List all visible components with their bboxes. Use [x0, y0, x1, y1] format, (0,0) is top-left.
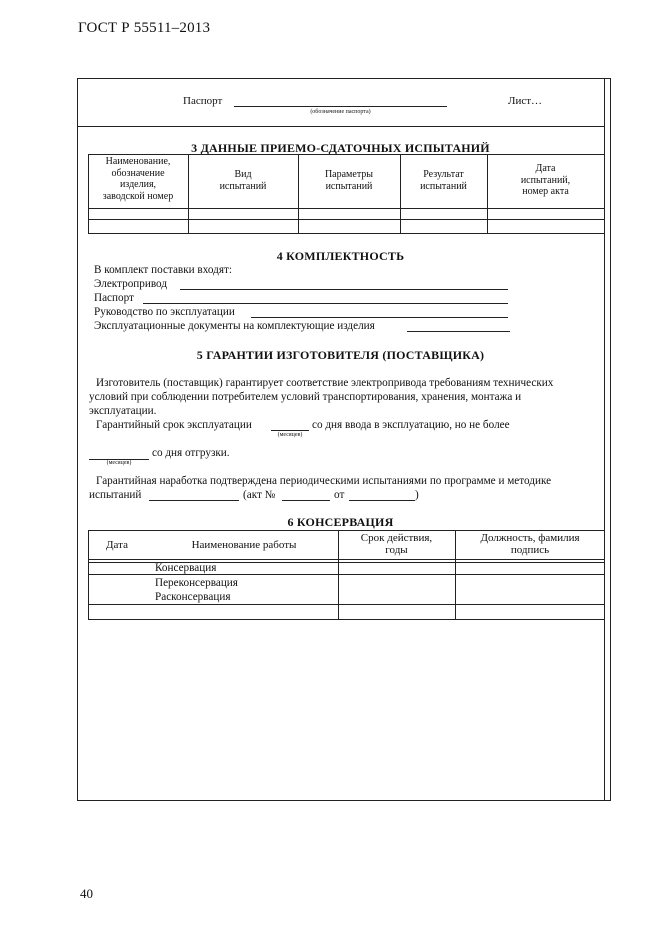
completeness-intro: В комплект поставки входят: [94, 264, 232, 276]
section6-title: 6 КОНСЕРВАЦИЯ [287, 515, 394, 529]
item-component-docs: Эксплуатационные документы на комплектующие изделия [94, 320, 375, 332]
page-number: 40 [80, 886, 93, 901]
passport-label: Паспорт [183, 95, 223, 107]
item-manual: Руководство по эксплуатации [94, 306, 235, 318]
passport-number-blank [234, 106, 447, 107]
row-conservation: Консервация [155, 562, 217, 574]
row-deconservation: Расконсервация [155, 591, 231, 603]
act-number-blank [282, 500, 330, 501]
shipment-period-hint: (месяцев) [106, 460, 132, 466]
warranty-text-line1: Изготовитель (поставщик) гарантирует соответствие электропривода требованиям технических [96, 377, 554, 389]
passport-divider [77, 126, 604, 127]
item-electric-drive: Электропривод [94, 278, 168, 290]
section3-title: 3 ДАННЫЕ ПРИЕМО-СДАТОЧНЫХ ИСПЫТАНИЙ [191, 141, 490, 155]
item-passport: Паспорт [94, 292, 134, 304]
frame-right-margin-line [604, 78, 605, 801]
col-header-validity: Срок действия, годы [360, 532, 433, 556]
col-header-work-name: Наименование работы [191, 539, 297, 551]
act-close-paren: ) [415, 489, 419, 501]
passport-number-hint: (обозначение паспорта) [310, 109, 371, 115]
warranty-text-line3: эксплуатации. [89, 405, 157, 417]
sheet-label: Лист… [508, 95, 543, 107]
warranty-period-label: Гарантийный срок эксплуатации [96, 419, 252, 431]
col-header-date: Дата [106, 539, 128, 551]
row-reconservation: Переконсервация [155, 577, 238, 589]
warranty-period-hint: (месяцев) [277, 432, 303, 438]
warranty-period-blank [271, 430, 309, 431]
act-date-label: от [334, 489, 345, 501]
operating-time-tests-label: испытаний [89, 489, 142, 501]
col-header-test-type: Вид испытаний [219, 169, 267, 192]
col-header-test-result: Результат испытаний [420, 169, 467, 192]
section5-title: 5 ГАРАНТИИ ИЗГОТОВИТЕЛЯ (ПОСТАВЩИКА) [196, 348, 485, 362]
item-electric-drive-blank [180, 289, 508, 290]
col-header-item: Наименование, обозначение изделия, заводской номер [102, 156, 174, 202]
col-header-signature: Должность, фамилия подпись [480, 532, 580, 556]
col-header-test-params: Параметры испытаний [324, 169, 374, 192]
section4-title: 4 КОМПЛЕКТНОСТЬ [276, 249, 405, 263]
item-manual-blank [251, 317, 508, 318]
standard-number: ГОСТ Р 55511–2013 [78, 20, 211, 36]
shipment-period-text: со дня отгрузки. [152, 447, 230, 459]
act-number-label: (акт № [243, 489, 276, 501]
operating-time-blank [149, 500, 239, 501]
col-header-test-date: Дата испытаний, номер акта [520, 163, 571, 197]
warranty-period-text: со дня ввода в эксплуатацию, но не более [312, 419, 510, 431]
item-passport-blank [143, 303, 508, 304]
warranty-text-line2: условий при соблюдении потребителем условий транспортирования, хранения, монтажа и [89, 391, 522, 403]
act-date-blank [349, 500, 415, 501]
item-component-docs-blank [407, 331, 510, 332]
operating-time-line1: Гарантийная наработка подтверждена периодическими испытаниями по программе и методике [96, 475, 552, 487]
